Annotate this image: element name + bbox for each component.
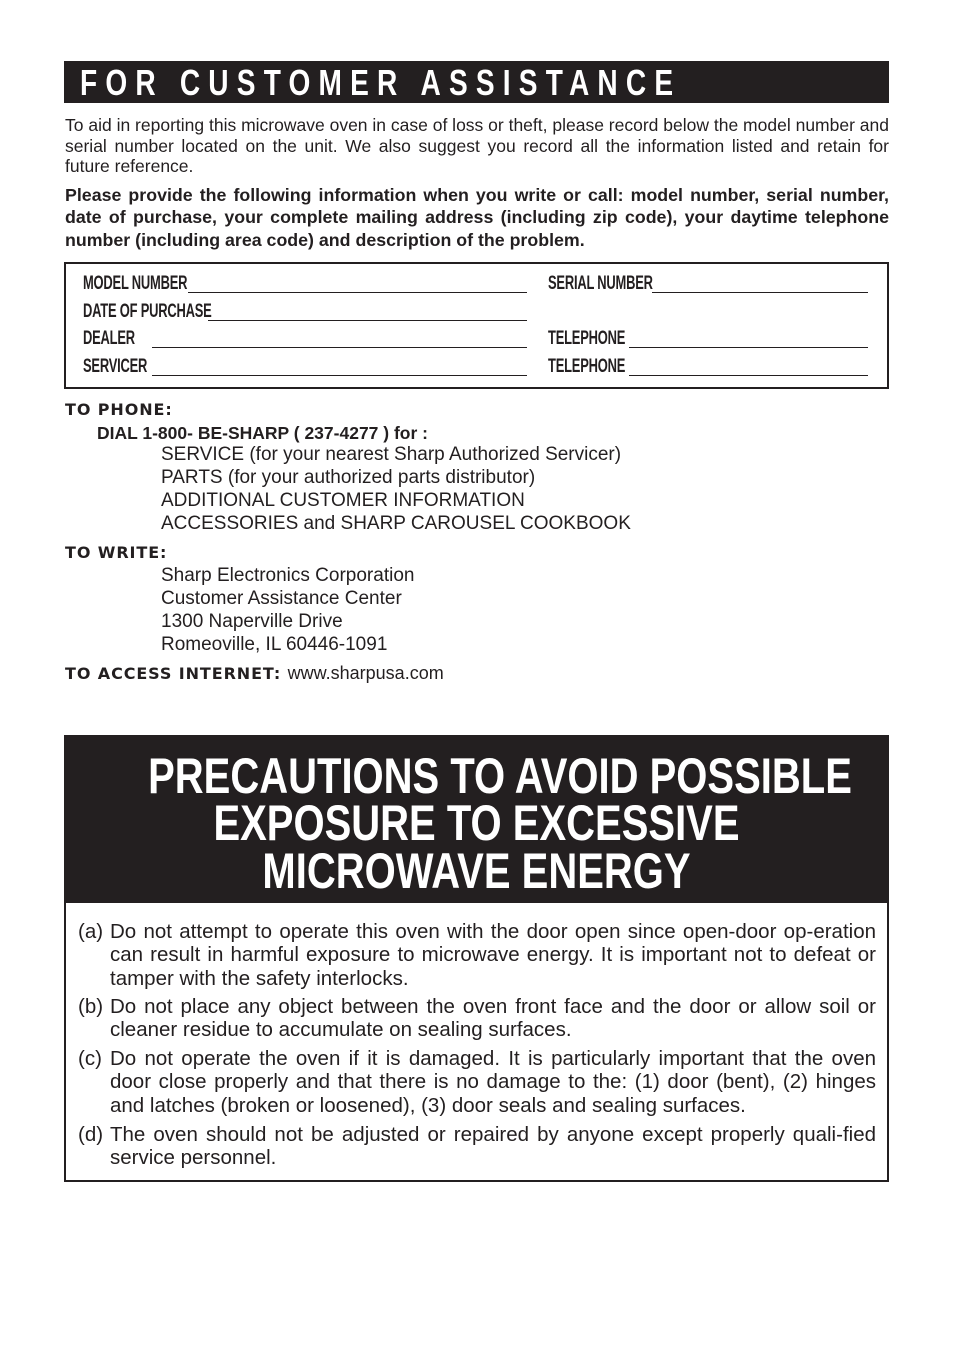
servicer-line: [152, 375, 527, 376]
servicer-telephone-line: [629, 375, 868, 376]
assistance-banner: [64, 61, 889, 103]
to-phone-heading: TO PHONE:: [65, 400, 173, 419]
serial-number-label: SERIAL NUMBER: [548, 273, 653, 294]
model-number-label: MODEL NUMBER: [83, 273, 188, 294]
precautions-header: [66, 737, 887, 903]
servicer-label: SERVICER: [83, 356, 148, 377]
intro-paragraph: To aid in reporting this microwave oven in case of loss or theft, please record below the model number and serial number located on the unit. We also suggest you record all the information listed and retain for future reference.: [65, 115, 889, 176]
model-number-line: [188, 292, 527, 293]
date-of-purchase-line: [208, 320, 527, 321]
telephone-label: TELEPHONE: [548, 328, 626, 349]
precaution-item: [78, 1047, 876, 1117]
address-line: Romeoville, IL 60446-1091: [161, 634, 388, 655]
precaution-item: [78, 995, 876, 1042]
precautions-title-line: EXPOSURE TO EXCESSIVE: [213, 795, 740, 851]
item-letter: (a): [78, 920, 104, 943]
precautions-box: [64, 735, 889, 1182]
item-letter: (b): [78, 995, 104, 1018]
item-text: Do not operate the oven if it is damaged. It is particularly important that the oven door close properly and that there is no damage to the: (1) door (bent), (2) hinges and latches (broken or loosened), (3) door seals and sealing surfaces.: [110, 1047, 876, 1117]
phone-item: ADDITIONAL CUSTOMER INFORMATION: [161, 490, 525, 511]
assistance-title: FOR CUSTOMER ASSISTANCE: [80, 62, 682, 103]
record-form: [64, 262, 889, 389]
to-write-heading: TO WRITE:: [65, 543, 168, 562]
precautions-title-line: MICROWAVE ENERGY: [262, 843, 691, 899]
phone-item: SERVICE (for your nearest Sharp Authorized Servicer): [161, 444, 622, 465]
address-line: Sharp Electronics Corporation: [161, 565, 415, 586]
address-line: 1300 Naperville Drive: [161, 611, 343, 632]
item-text: Do not place any object between the oven front face and the door or allow soil or cleaner residue to accumulate on sealing surfaces.: [110, 995, 876, 1042]
servicer-telephone-label: TELEPHONE: [548, 356, 626, 377]
item-text: The oven should not be adjusted or repaired by anyone except properly quali-fied service personnel.: [110, 1123, 876, 1170]
precaution-item: [78, 920, 876, 990]
dial-number: DIAL 1-800- BE-SHARP ( 237-4277 ) for :: [97, 423, 428, 443]
item-text: Do not attempt to operate this oven with the door open since open-door op-eration can result in harmful exposure to microwave energy. It is important not to defeat or tamper with the safety interlocks.: [110, 920, 876, 990]
date-of-purchase-label: DATE OF PURCHASE: [83, 301, 212, 322]
precautions-title-line: PRECAUTIONS TO AVOID POSSIBLE: [148, 748, 852, 804]
info-request-paragraph: Please provide the following information when you write or call: model number, serial number, date of purchase, your complete mailing address (including zip code), your daytime telephone number (including area code) and description of the problem.: [65, 185, 889, 250]
website-link[interactable]: www.sharpusa.com: [287, 663, 444, 683]
phone-item: ACCESSORIES and SHARP CAROUSEL COOKBOOK: [161, 513, 631, 534]
address-line: Customer Assistance Center: [161, 588, 402, 609]
serial-number-line: [652, 292, 868, 293]
precaution-item: [78, 1123, 876, 1170]
phone-item: PARTS (for your authorized parts distributor): [161, 467, 536, 488]
item-letter: (d): [78, 1123, 104, 1146]
internet-heading: TO ACCESS INTERNET:: [65, 664, 282, 683]
dealer-label: DEALER: [83, 328, 135, 349]
internet-row: [65, 663, 444, 684]
telephone-line: [629, 347, 868, 348]
dealer-line: [152, 347, 527, 348]
item-letter: (c): [78, 1047, 102, 1070]
